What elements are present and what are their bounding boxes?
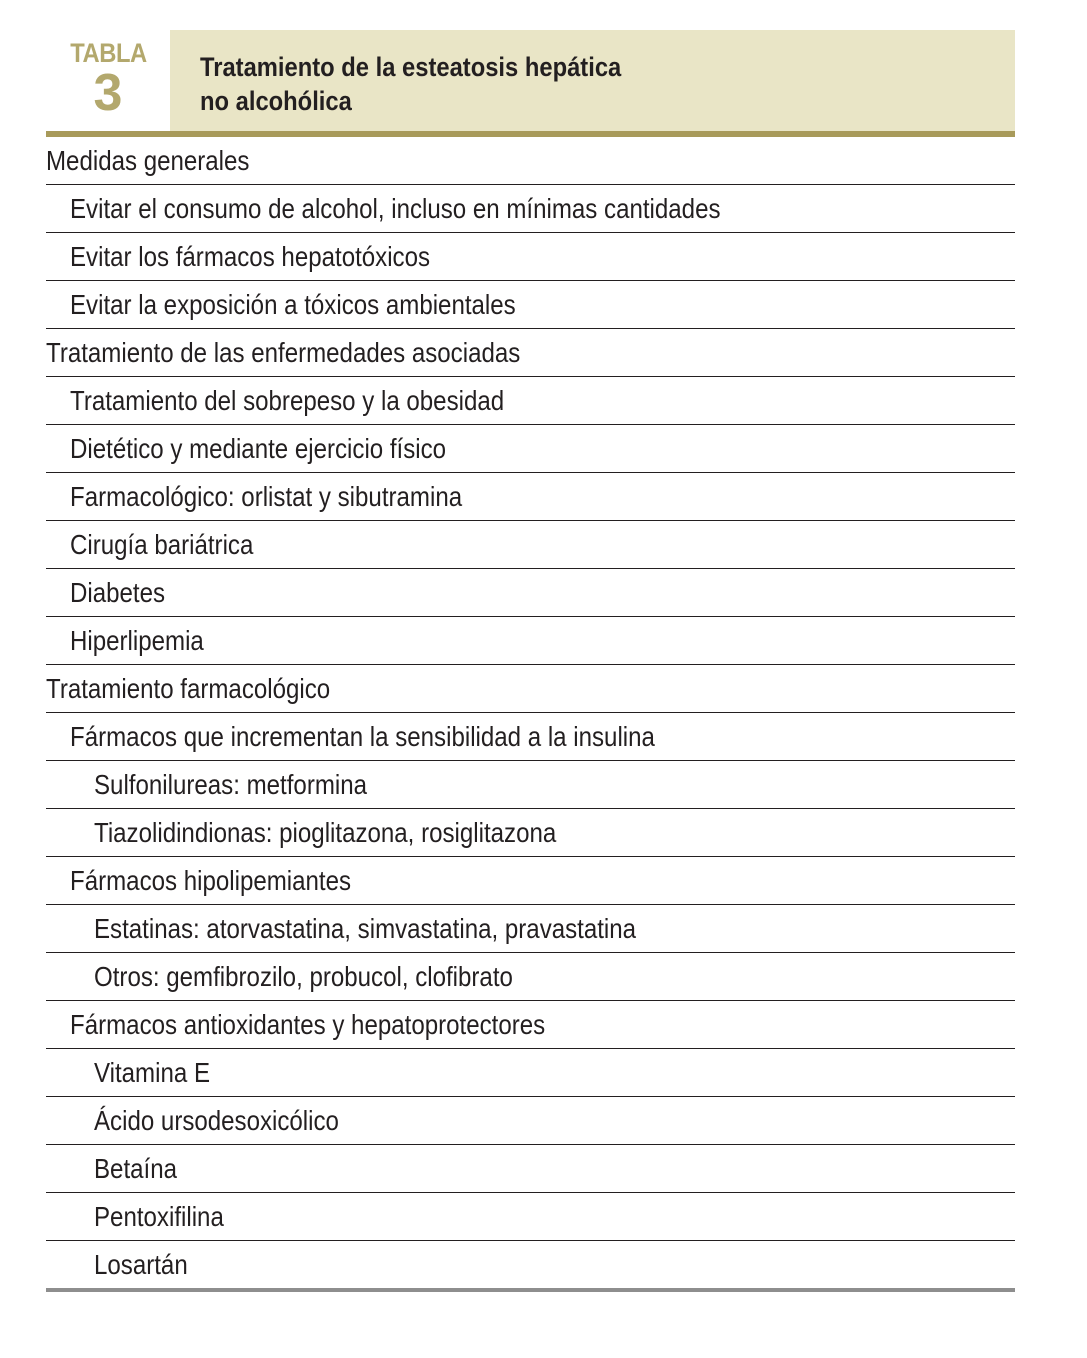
table-title-box [170, 30, 1015, 131]
table-row [46, 425, 1015, 473]
subsection-item: Cirugía bariátrica [70, 528, 254, 560]
section-heading: Medidas generales [46, 144, 250, 176]
table-row [46, 1001, 1015, 1049]
table-row [46, 281, 1015, 329]
section-heading: Tratamiento farmacológico [46, 672, 331, 704]
detail-item: Estatinas: atorvastatina, simvastatina, pravastatina [94, 912, 637, 944]
table-row [46, 377, 1015, 425]
table-row [46, 665, 1015, 713]
table-rows [46, 137, 1015, 1292]
table-title-line-1: Tratamiento de la esteatosis hepática [200, 52, 622, 82]
subsection-item: Diabetes [70, 576, 166, 608]
subsection-item: Tratamiento del sobrepeso y la obesidad [70, 384, 505, 416]
subsection-item: Fármacos hipolipemiantes [70, 864, 352, 896]
subsection-item: Farmacológico: orlistat y sibutramina [70, 480, 463, 512]
table-row [46, 761, 1015, 809]
table-row [46, 809, 1015, 857]
table-row [46, 329, 1015, 377]
table-row [46, 233, 1015, 281]
table-row [46, 185, 1015, 233]
detail-item: Sulfonilureas: metformina [94, 768, 368, 800]
table-row [46, 905, 1015, 953]
detail-item: Pentoxifilina [94, 1200, 224, 1232]
table-header [46, 30, 1015, 137]
section-heading: Tratamiento de las enfermedades asociadas [46, 336, 521, 368]
table-row [46, 857, 1015, 905]
table-row [46, 1097, 1015, 1145]
table-row [46, 473, 1015, 521]
detail-item: Vitamina E [94, 1056, 211, 1088]
subsection-item: Fármacos antioxidantes y hepatoprotectores [70, 1008, 546, 1040]
treatment-table [46, 30, 1015, 1292]
detail-item: Tiazolidindionas: pioglitazona, rosiglitazona [94, 816, 557, 848]
table-title-line-2: no alcohólica [200, 86, 352, 116]
subsection-item: Evitar el consumo de alcohol, incluso en mínimas cantidades [70, 192, 721, 224]
table-row [46, 1193, 1015, 1241]
detail-item: Losartán [94, 1248, 188, 1280]
table-row [46, 1049, 1015, 1097]
table-row [46, 617, 1015, 665]
table-row [46, 953, 1015, 1001]
table-row [46, 713, 1015, 761]
detail-item: Ácido ursodesoxicólico [94, 1104, 339, 1136]
subsection-item: Dietético y mediante ejercicio físico [70, 432, 447, 464]
subsection-item: Evitar la exposición a tóxicos ambientales [70, 288, 516, 320]
detail-item: Betaína [94, 1152, 178, 1184]
subsection-item: Fármacos que incrementan la sensibilidad a la insulina [70, 720, 655, 752]
table-number: 3 [93, 64, 123, 122]
table-row [46, 1241, 1015, 1292]
subsection-item: Hiperlipemia [70, 624, 204, 656]
table-row [46, 137, 1015, 185]
table-number-box [46, 30, 170, 131]
table-row [46, 521, 1015, 569]
table-label: TABLA [69, 38, 147, 68]
table-row [46, 569, 1015, 617]
detail-item: Otros: gemfibrozilo, probucol, clofibrato [94, 960, 513, 992]
subsection-item: Evitar los fármacos hepatotóxicos [70, 240, 431, 272]
table-row [46, 1145, 1015, 1193]
